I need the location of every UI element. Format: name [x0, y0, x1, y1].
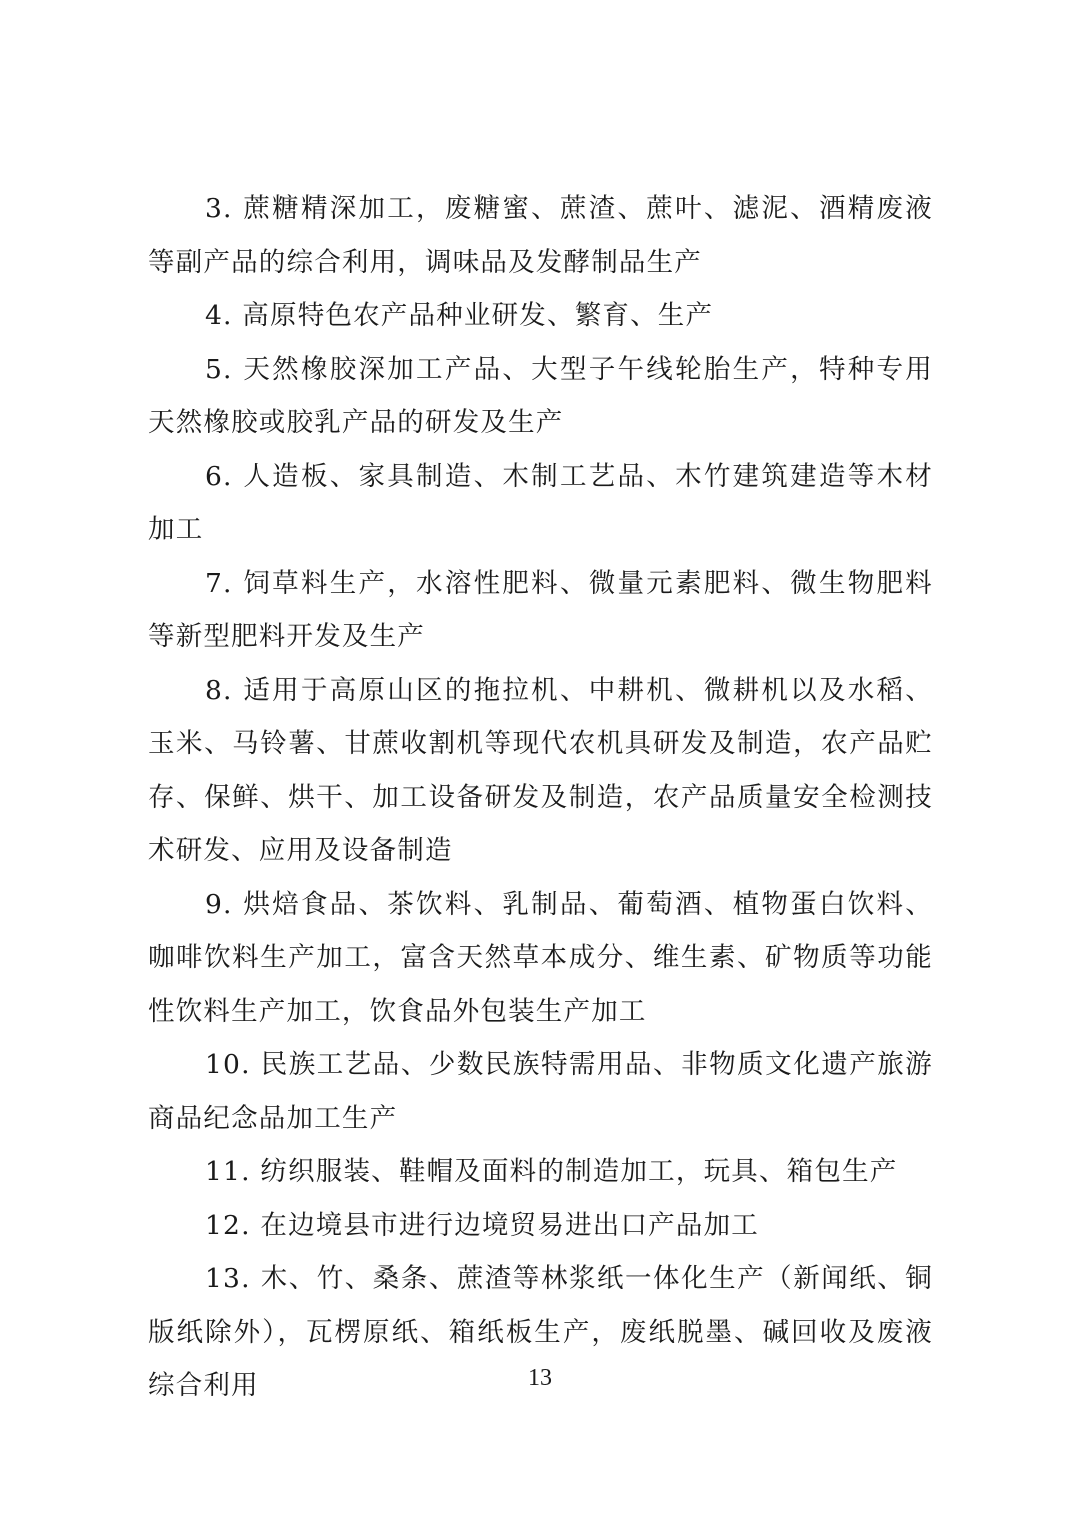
- list-item-3: 3. 蔗糖精深加工，废糖蜜、蔗渣、蔗叶、滤泥、酒精废液等副产品的综合利用，调味品及发酵制品生产: [148, 193, 933, 278]
- list-item-13: 13. 木、竹、桑条、蔗渣等林浆纸一体化生产（新闻纸、铜版纸除外），瓦楞原纸、箱纸板生产，废纸脱墨、碱回收及废液综合利用: [148, 1263, 933, 1401]
- list-item-4: 4. 高原特色农产品种业研发、繁育、生产: [205, 300, 714, 331]
- list-item-12: 12. 在边境县市进行边境贸易进出口产品加工: [205, 1209, 759, 1241]
- list-item-7: 7. 饲草料生产，水溶性肥料、微量元素肥料、微生物肥料等新型肥料开发及生产: [148, 567, 933, 652]
- list-item-8: 8. 适用于高原山区的拖拉机、中耕机、微耕机以及水稻、玉米、马铃薯、甘蔗收割机等现代农机具研发及制造，农产品贮存、保鲜、烘干、加工设备研发及制造，农产品质量安全检测技术研发、应用及设备制造: [148, 674, 933, 866]
- list-item-10: 10. 民族工艺品、少数民族特需用品、非物质文化遗产旅游商品纪念品加工生产: [148, 1049, 933, 1134]
- list-item-5: 5. 天然橡胶深加工产品、大型子午线轮胎生产，特种专用天然橡胶或胶乳产品的研发及生产: [148, 353, 933, 438]
- list-item-11: 11. 纺织服装、鞋帽及面料的制造加工，玩具、箱包生产: [205, 1156, 898, 1187]
- list-item-9: 9. 烘焙食品、茶饮料、乳制品、葡萄酒、植物蛋白饮料、咖啡饮料生产加工，富含天然草本成分、维生素、矿物质等功能性饮料生产加工，饮食品外包装生产加工: [148, 888, 933, 1027]
- document-body: [148, 182, 933, 1413]
- page-number: 13: [528, 1365, 552, 1391]
- list-item-6: 6. 人造板、家具制造、木制工艺品、木竹建筑建造等木材加工: [148, 460, 933, 545]
